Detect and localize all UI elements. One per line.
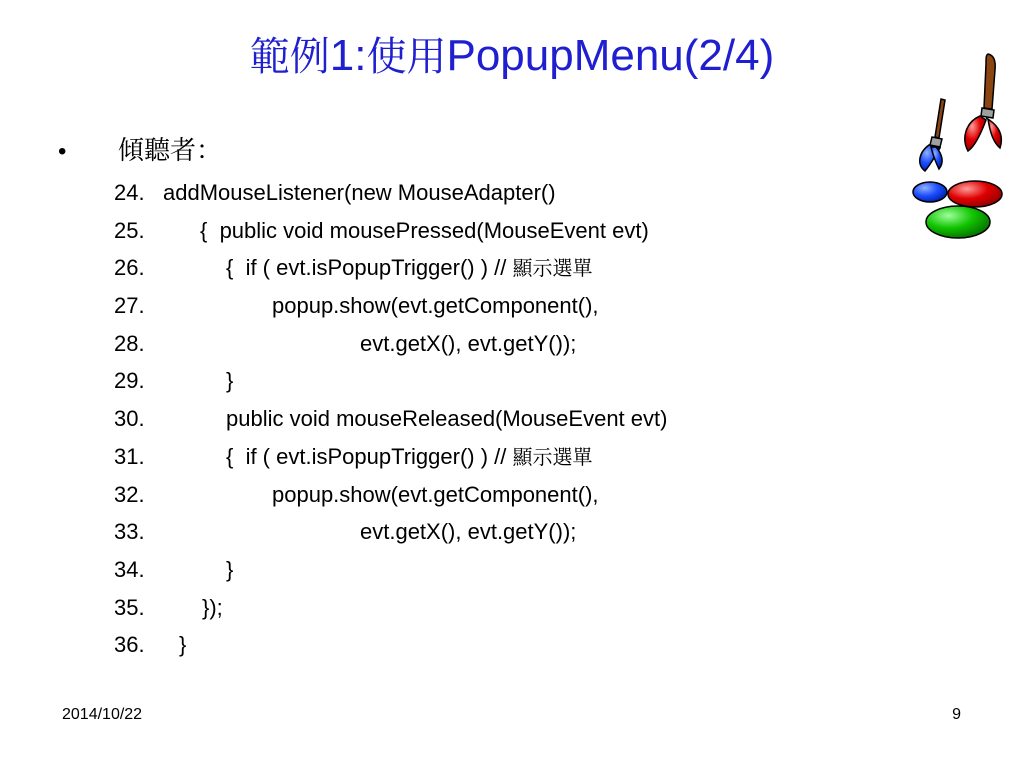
line-number: 28.: [114, 330, 145, 356]
code-line: [114, 626, 874, 664]
code-text: });: [202, 594, 223, 620]
page-number: 9: [952, 706, 961, 723]
line-number: 29.: [114, 368, 145, 394]
line-number: 36.: [114, 632, 145, 658]
code-line: [114, 212, 874, 250]
title-suffix: PopupMenu(2/4): [446, 31, 775, 80]
line-number: 32.: [114, 481, 145, 507]
code-text: }: [226, 556, 234, 582]
listener-heading: 傾聽者：: [118, 136, 223, 166]
line-number: 34.: [114, 556, 145, 582]
blue-brush-icon: [920, 99, 945, 171]
code-text: popup.show(evt.getComponent(),: [272, 481, 599, 507]
line-number: 26.: [114, 255, 145, 281]
slide-title: [0, 30, 1024, 83]
code-listing: [114, 174, 874, 664]
red-brush-icon: [965, 54, 1001, 151]
line-number: 24.: [114, 180, 145, 205]
paintbrush-paint-splats-icon: [900, 52, 1010, 248]
title-prefix: 範例: [249, 34, 330, 80]
green-paint-splat-icon: [926, 206, 990, 238]
code-comment: 顯示選單: [512, 444, 593, 469]
title-number: 1:: [329, 31, 367, 80]
code-line: [114, 589, 874, 627]
line-number: 31.: [114, 443, 145, 469]
code-line: [114, 325, 874, 363]
code-text: { public void mousePressed(MouseEvent evt): [200, 217, 649, 243]
code-comment: 顯示選單: [512, 256, 593, 281]
footer-date: 2014/10/22: [62, 706, 143, 723]
blue-paint-splat-icon: [913, 182, 947, 202]
code-text: }: [226, 368, 234, 394]
line-number: 35.: [114, 594, 145, 620]
code-main: { if ( evt.isPopupTrigger() ) //: [226, 255, 513, 281]
line-number: 33.: [114, 519, 145, 545]
red-paint-splat-icon: [948, 181, 1002, 207]
code-line: [114, 513, 874, 551]
code-line: [114, 362, 874, 400]
line-number: 30.: [114, 406, 145, 432]
code-text: evt.getX(), evt.getY());: [360, 519, 577, 545]
code-text: popup.show(evt.getComponent(),: [272, 293, 599, 319]
line-number: 27.: [114, 293, 145, 319]
code-line: [114, 287, 874, 325]
code-text: addMouseListener(new MouseAdapter(): [163, 180, 556, 205]
code-text: }: [179, 632, 187, 658]
line-number: 25.: [114, 217, 145, 243]
title-cjk: 使用: [366, 34, 447, 80]
code-line: [114, 551, 874, 589]
code-text: [226, 438, 593, 477]
code-text: [226, 249, 593, 288]
code-line: [114, 249, 874, 287]
code-line: [114, 400, 874, 438]
bullet-marker: •: [58, 138, 67, 165]
code-main: { if ( evt.isPopupTrigger() ) //: [226, 443, 513, 469]
code-line: [114, 438, 874, 476]
code-line: [114, 476, 874, 514]
code-text: public void mouseReleased(MouseEvent evt): [226, 406, 668, 432]
code-text: evt.getX(), evt.getY());: [360, 330, 577, 356]
code-line: [114, 174, 874, 212]
